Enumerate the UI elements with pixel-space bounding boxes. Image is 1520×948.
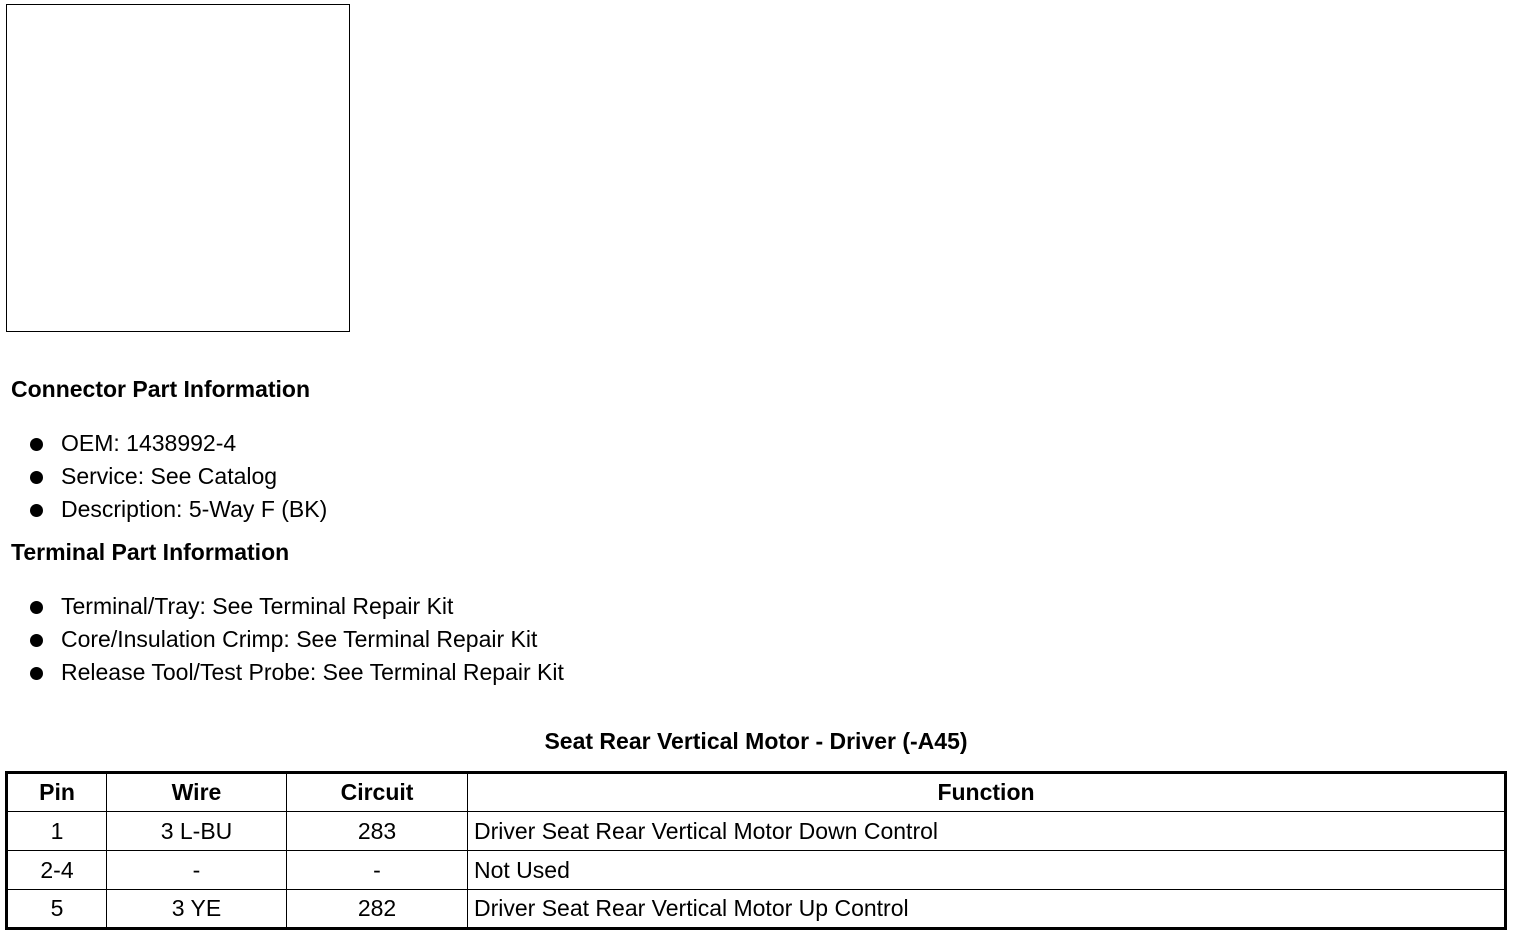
terminal-part-info-list — [28, 590, 564, 689]
list-item — [28, 493, 327, 526]
cell-pin: 1 — [7, 812, 107, 851]
cell-circuit: 282 — [287, 890, 468, 929]
cell-pin: 5 — [7, 890, 107, 929]
cell-function: Driver Seat Rear Vertical Motor Down Control — [468, 812, 1506, 851]
connector-image-placeholder — [6, 4, 350, 332]
cell-circuit: 283 — [287, 812, 468, 851]
table-header-row — [7, 773, 1506, 812]
bullet-icon — [30, 438, 43, 451]
header-wire: Wire — [107, 773, 287, 812]
list-item — [28, 590, 564, 623]
release-tool-text: Release Tool/Test Probe: See Terminal Repair Kit — [61, 659, 564, 685]
cell-circuit: - — [287, 851, 468, 890]
cell-function: Driver Seat Rear Vertical Motor Up Control — [468, 890, 1506, 929]
cell-wire: 3 YE — [107, 890, 287, 929]
service-text: Service: See Catalog — [61, 463, 278, 489]
table-row — [7, 812, 1506, 851]
header-pin: Pin — [7, 773, 107, 812]
core-crimp-text: Core/Insulation Crimp: See Terminal Repair Kit — [61, 626, 538, 652]
cell-function: Not Used — [468, 851, 1506, 890]
header-circuit: Circuit — [287, 773, 468, 812]
bullet-icon — [30, 504, 43, 517]
list-item — [28, 623, 564, 656]
table-row — [7, 890, 1506, 929]
list-item — [28, 656, 564, 689]
cell-wire: - — [107, 851, 287, 890]
connector-part-info-heading: Connector Part Information — [11, 376, 311, 402]
bullet-icon — [30, 667, 43, 680]
oem-text: OEM: 1438992-4 — [61, 430, 237, 456]
cell-wire: 3 L-BU — [107, 812, 287, 851]
bullet-icon — [30, 634, 43, 647]
connector-part-info-list — [28, 427, 327, 526]
terminal-tray-text: Terminal/Tray: See Terminal Repair Kit — [61, 593, 454, 619]
pinout-table — [5, 771, 1507, 930]
cell-pin: 2-4 — [7, 851, 107, 890]
terminal-part-info-heading: Terminal Part Information — [11, 539, 290, 565]
list-item — [28, 460, 327, 493]
description-text: Description: 5-Way F (BK) — [61, 496, 328, 522]
header-function: Function — [468, 773, 1506, 812]
table-row — [7, 851, 1506, 890]
list-item — [28, 427, 327, 460]
table-title: Seat Rear Vertical Motor - Driver (-A45) — [544, 728, 968, 754]
bullet-icon — [30, 601, 43, 614]
bullet-icon — [30, 471, 43, 484]
